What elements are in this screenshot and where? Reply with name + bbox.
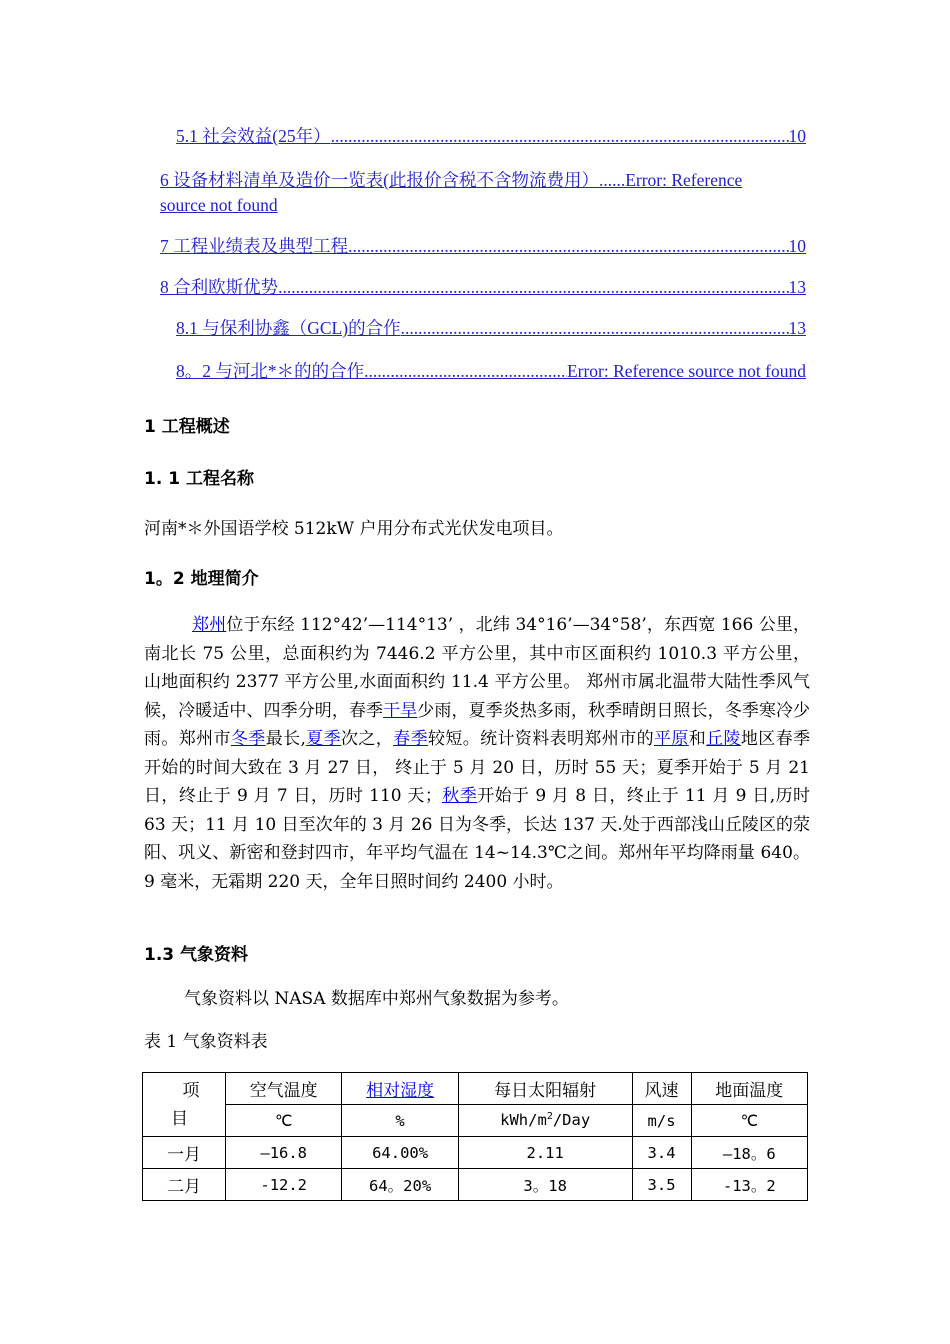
toc-entry-8-1[interactable]: 8.1 与保利协鑫（GCL)的合作 ..... 13 xyxy=(176,316,806,341)
heading-1-2: 1。2 地理简介 xyxy=(144,569,259,589)
unit-humidity: % xyxy=(342,1105,458,1137)
header-air-temp: 空气温度 xyxy=(226,1073,342,1105)
cell-humidity: 64.00% xyxy=(342,1137,458,1169)
cell-wind-speed: 3.4 xyxy=(632,1137,691,1169)
project-name-text: 河南*＊外国语学校 512kW 户用分布式光伏发电项目。 xyxy=(144,519,564,539)
cell-solar-radiation: 3。18 xyxy=(458,1169,632,1201)
header-item: 项 目 xyxy=(143,1073,226,1137)
table-header-row xyxy=(143,1073,808,1105)
cell-wind-speed: 3.5 xyxy=(632,1169,691,1201)
link-pingyuan[interactable]: 平原 xyxy=(653,729,689,749)
table-row xyxy=(143,1137,808,1169)
link-qiuji[interactable]: 秋季 xyxy=(441,786,478,806)
table-caption: 表 1 气象资料表 xyxy=(144,1032,268,1052)
cell-humidity: 64。20% xyxy=(342,1169,458,1201)
cell-ground-temp: —18。6 xyxy=(691,1137,807,1169)
link-humidity[interactable]: 相对湿度 xyxy=(366,1081,435,1101)
geography-paragraph: 郑州位于东经 112°42’—114°13’ ，北纬 34°16’—34°58’，东西宽 166 公里，南北长 75 公里，总面积约为 7446.2 平方公里，其中市区面积约 1010.3 平方公里，山地面积约 2377 平方公里,水面面积约 11.4 平方公里。 郑州市属北温带大陆性季风气候，冷暖适中、四季分明，春季干旱少雨，夏季炎热多雨，秋季晴朗日照长，冬季寒冷少雨。郑州市冬季最长,夏季次之，春季较短。统计资料表明郑州市的平原和丘陵地区春季开始的时间大致在 3 月 27 日， 终止于 5 月 20 日，历时 55 天；夏季开始于 5 月 21 日，终止于 9 月 7 日，历时 110 天；秋季开始于 9 月 8 日，终止于 11 月 9 日,历时 63 天；11 月 10 日至次年的 3 月 26 日为冬季，长达 137 天.处于西部浅山丘陵区的荥阳、巩义、新密和登封四市，年平均气温在 14~14.3℃之间。郑州年平均降雨量 640。9 毫米，无霜期 220 天，全年日照时间约 2400 小时。 xyxy=(144,615,811,892)
link-dongji[interactable]: 冬季 xyxy=(230,729,266,749)
heading-1-3: 1.3 气象资料 xyxy=(144,945,249,965)
table-row xyxy=(143,1169,808,1201)
link-ganhan[interactable]: 干旱 xyxy=(383,700,418,721)
meteorology-intro: 气象资料以 NASA 数据库中郑州气象数据为参考。 xyxy=(184,989,569,1009)
toc-entry-6[interactable]: 6 设备材料清单及造价一览表(此报价含税不含物流费用）......Error: Reference source not found xyxy=(160,170,743,215)
unit-solar-radiation: kWh/$m^2$/Day xyxy=(458,1105,632,1137)
link-chunji[interactable]: 春季 xyxy=(393,729,428,749)
unit-wind-speed: m/s xyxy=(632,1105,691,1137)
unit-air-temp: ℃ xyxy=(226,1105,342,1137)
header-humidity xyxy=(342,1073,458,1105)
cell-month: 一月 xyxy=(143,1137,226,1169)
toc-entry-7[interactable]: 7 工程业绩表及典型工程 ..... 10 xyxy=(160,234,806,259)
heading-1-1: 1. 1 工程名称 xyxy=(144,469,254,489)
meteorology-table xyxy=(142,1072,808,1201)
header-solar-radiation: 每日太阳辐射 xyxy=(458,1073,632,1105)
link-qiuling[interactable]: 丘陵 xyxy=(706,729,741,749)
toc-entry-5-1[interactable]: 5.1 社会效益(25年） ..... 10 xyxy=(176,124,806,149)
cell-air-temp: -12.2 xyxy=(226,1169,342,1201)
cell-air-temp: —16.8 xyxy=(226,1137,342,1169)
unit-ground-temp: ℃ xyxy=(691,1105,807,1137)
header-ground-temp: 地面温度 xyxy=(691,1073,807,1105)
cell-solar-radiation: 2.11 xyxy=(458,1137,632,1169)
header-wind-speed: 风速 xyxy=(632,1073,691,1105)
link-zhengzhou[interactable]: 郑州 xyxy=(192,615,227,635)
heading-1: 1 工程概述 xyxy=(144,417,230,437)
cell-ground-temp: -13。2 xyxy=(691,1169,807,1201)
cell-month: 二月 xyxy=(143,1169,226,1201)
toc-entry-8-2[interactable]: 8。2 与河北*＊的的合作 ..... Error: Reference source not found xyxy=(176,359,806,384)
toc-entry-8[interactable]: 8 合利欧斯优势 ..... 13 xyxy=(160,275,806,300)
link-xiaji[interactable]: 夏季 xyxy=(305,729,342,749)
table-unit-row xyxy=(143,1105,808,1137)
